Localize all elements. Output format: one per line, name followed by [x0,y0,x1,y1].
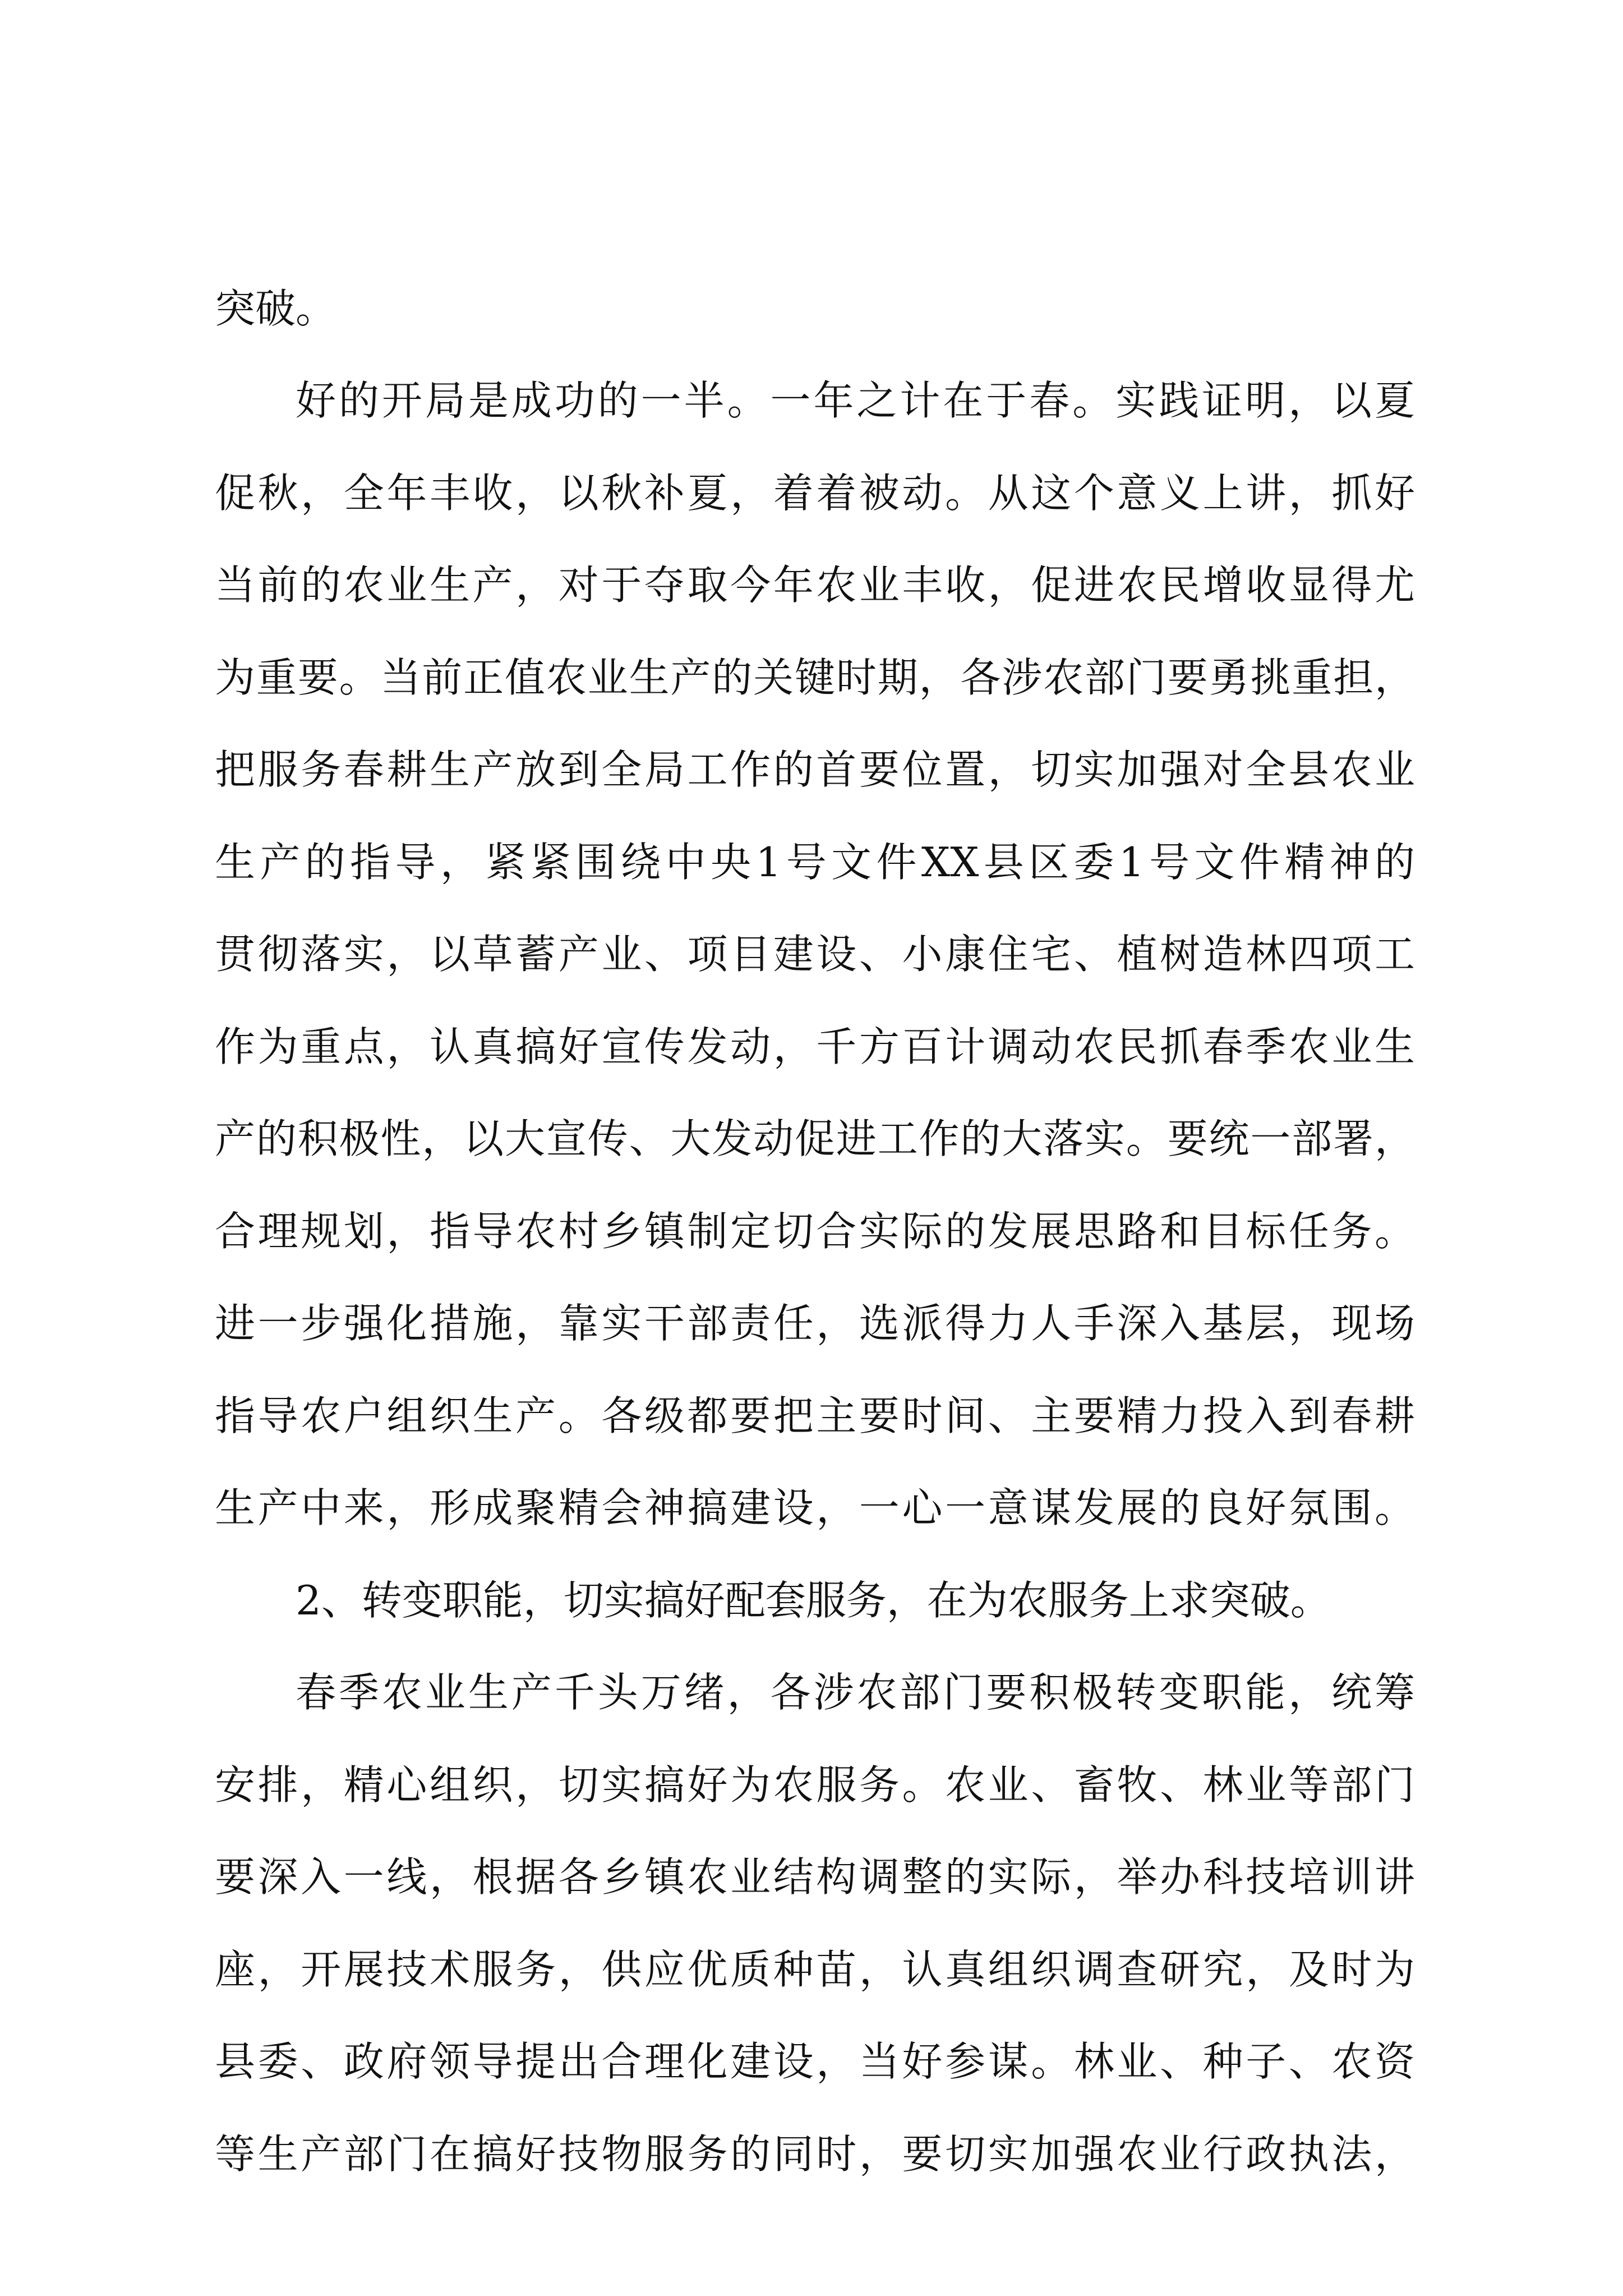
paragraph-first-line: 好的开局是成功的一半。一年之计在于春。实践证明，以夏 [296,377,1415,424]
text-line: 把服务春耕生产放到全局工作的首要位置，切实加强对全县农业 [215,746,1415,793]
text-line: 合理规划，指导农村乡镇制定切合实际的发展思路和目标任务。 [215,1208,1415,1255]
text-line: 要深入一线，根据各乡镇农业结构调整的实际，举办科技培训讲 [215,1853,1415,1901]
text-line: 等生产部门在搞好技物服务的同时，要切实加强农业行政执法， [215,2131,1415,2178]
section-heading: 2、转变职能，切实搞好配套服务，在为农服务上求突破。 [296,1577,1331,1624]
text-line: 作为重点，认真搞好宣传发动，千方百计调动农民抓春季农业生 [215,1023,1415,1070]
text-line: 安排，精心组织，切实搞好为农服务。农业、畜牧、林业等部门 [215,1761,1415,1809]
text-line: 当前的农业生产，对于夺取今年农业丰收，促进农民增收显得尤 [215,562,1415,609]
text-line: 县委、政府领导提出合理化建设，当好参谋。林业、种子、农资 [215,2038,1415,2085]
text-line: 促秋，全年丰收，以秋补夏，着着被动。从这个意义上讲，抓好 [215,470,1415,517]
text-line: 为重要。当前正值农业生产的关键时期，各涉农部门要勇挑重担， [215,654,1415,701]
text-line: 座，开展技术服务，供应优质种苗，认真组织调查研究，及时为 [215,1946,1415,1993]
text-line: 贯彻落实，以草蓄产业、项目建设、小康住宅、植树造林四项工 [215,931,1415,978]
paragraph-first-line: 春季农业生产千头万绪，各涉农部门要积极转变职能，统筹 [296,1669,1415,1716]
text-line: 进一步强化措施，靠实干部责任，选派得力人手深入基层，现场 [215,1300,1415,1347]
text-line: 生产的指导，紧紧围绕中央1号文件XX县区委1号文件精神的 [215,839,1415,886]
text-line: 产的积极性，以大宣传、大发动促进工作的大落实。要统一部署， [215,1115,1415,1162]
text-line: 突破。 [215,285,336,332]
text-line: 生产中来，形成聚精会神搞建设，一心一意谋发展的良好氛围。 [215,1484,1415,1531]
text-line: 指导农户组织生产。各级都要把主要时间、主要精力投入到春耕 [215,1392,1415,1439]
